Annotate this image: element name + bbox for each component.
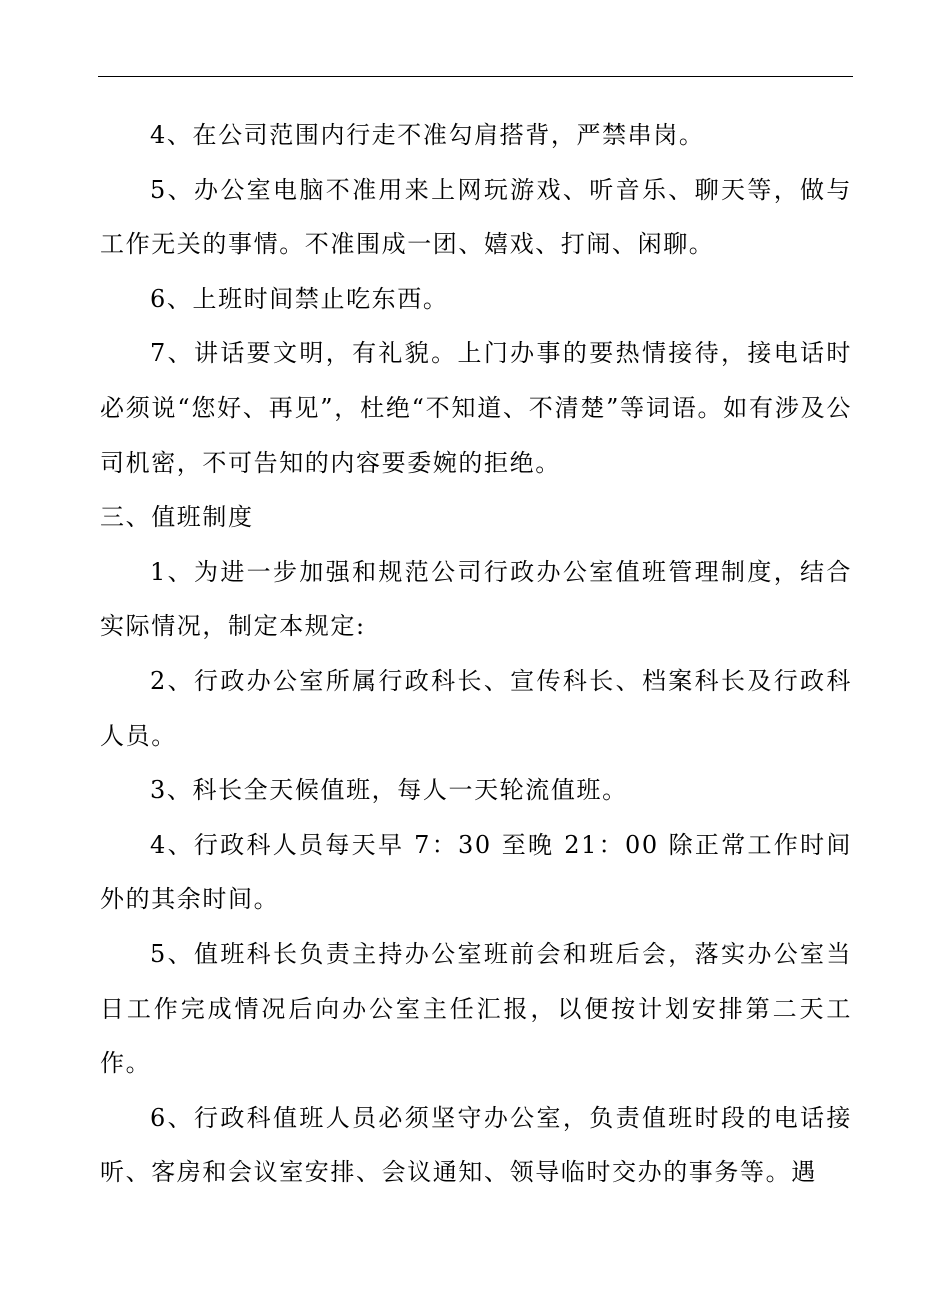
paragraph-duty-2: 2、行政办公室所属行政科长、宣传科长、档案科长及行政科人员。: [100, 666, 852, 750]
paragraph-rule-6: 6、上班时间禁止吃东西。: [150, 284, 449, 313]
paragraph-rule-7: 7、讲话要文明，有礼貌。上门办事的要热情接待，接电话时必须说“您好、再见”，杜绝“不知道、不清楚”等词语。如有涉及公司机密，不可告知的内容要委婉的拒绝。: [100, 339, 852, 477]
paragraph-duty-4: 4、行政科人员每天早 7：30 至晚 21：00 除正常工作时间外的其余时间。: [100, 830, 852, 914]
paragraph-duty-3: 3、科长全天候值班，每人一天轮流值班。: [150, 776, 628, 805]
paragraph-duty-6: 6、行政科值班人员必须坚守办公室，负责值班时段的电话接听、客房和会议室安排、会议通知、领导临时交办的事务等。遇: [100, 1103, 852, 1187]
paragraph-rule-5: 5、办公室电脑不准用来上网玩游戏、听音乐、聊天等，做与工作无关的事情。不准围成一团、嬉戏、打闹、闲聊。: [100, 175, 852, 259]
paragraph-duty-1: 1、为进一步加强和规范公司行政办公室值班管理制度，结合实际情况，制定本规定:: [100, 557, 852, 641]
paragraph-duty-5: 5、值班科长负责主持办公室班前会和班后会，落实办公室当日工作完成情况后向办公室主任汇报，以便按计划安排第二天工作。: [100, 939, 852, 1078]
header-rule: [98, 76, 853, 77]
document-body: [100, 108, 852, 1200]
section-heading-duty-system: 三、值班制度: [100, 503, 254, 532]
paragraph-rule-4: 4、在公司范围内行走不准勾肩搭背，严禁串岗。: [150, 121, 705, 149]
